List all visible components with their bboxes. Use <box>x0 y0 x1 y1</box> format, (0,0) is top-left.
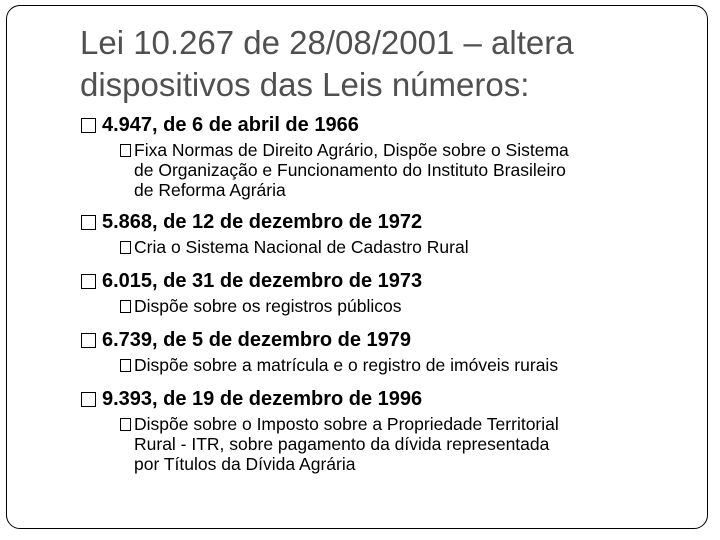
law-description <box>120 140 690 200</box>
law-description <box>120 355 690 375</box>
law-description <box>120 414 690 474</box>
law-description-line: de Reforma Agrária <box>134 180 286 200</box>
law-item <box>80 113 690 137</box>
law-heading: 4.947, de 6 de abril de 1966 <box>102 114 359 136</box>
bullet-box-icon <box>81 118 96 133</box>
bullet-box-icon <box>81 215 96 230</box>
law-heading: 5.868, de 12 de dezembro de 1972 <box>102 211 423 233</box>
sub-bullet-box-icon <box>120 300 131 313</box>
law-description-line: por Títulos da Dívida Agrária <box>134 454 356 474</box>
law-description-line: Dispõe sobre a matrícula e o registro de imóveis rurais <box>134 355 559 375</box>
sub-bullet-box-icon <box>120 418 131 431</box>
law-description-line: Rural - ITR, sobre pagamento da dívida representada <box>134 434 550 454</box>
law-item <box>80 328 690 352</box>
law-item <box>80 387 690 411</box>
slide-title-line-1: Lei 10.267 de 28/08/2001 – altera <box>80 24 574 61</box>
law-description-line: Fixa Normas de Direito Agrário, Dispõe sobre o Sistema <box>134 140 569 160</box>
sub-bullet-box-icon <box>120 144 131 157</box>
bullet-box-icon <box>81 333 96 348</box>
bullet-box-icon <box>81 274 96 289</box>
law-heading: 6.739, de 5 de dezembro de 1979 <box>102 329 412 351</box>
slide-title <box>80 22 680 106</box>
bullet-box-icon <box>81 392 96 407</box>
law-heading: 6.015, de 31 de dezembro de 1973 <box>102 270 423 292</box>
slide-title-line-2: dispositivos das Leis números: <box>80 66 530 103</box>
law-description <box>120 237 690 257</box>
law-item <box>80 210 690 234</box>
sub-bullet-box-icon <box>120 359 131 372</box>
law-description-line: Dispõe sobre os registros públicos <box>134 296 402 316</box>
laws-list <box>80 113 690 474</box>
law-item <box>80 269 690 293</box>
law-description-line: Dispõe sobre o Imposto sobre a Propriedade Territorial <box>134 414 559 434</box>
law-description-line: Cria o Sistema Nacional de Cadastro Rural <box>134 237 469 257</box>
sub-bullet-box-icon <box>120 241 131 254</box>
law-heading: 9.393, de 19 de dezembro de 1996 <box>102 388 423 410</box>
law-description-line: de Organização e Funcionamento do Instituto Brasileiro <box>134 160 566 180</box>
law-description <box>120 296 690 316</box>
